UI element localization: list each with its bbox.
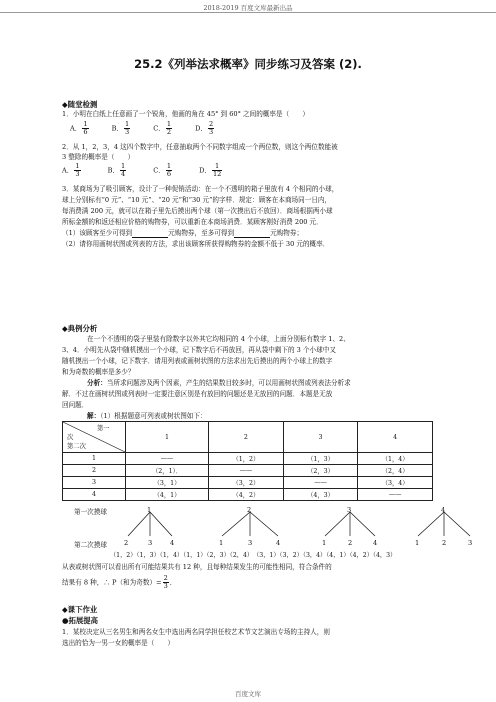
analysis-line1: 分析：当所求问题涉及两个因素，产生的结果数目较多时，可以用画树状图或列表法分析求: [87, 379, 351, 387]
answer-blank-max[interactable]: [234, 229, 270, 238]
table-cell: 2: [63, 465, 126, 477]
tree-node: 4: [441, 506, 446, 514]
table-cell: ——: [358, 489, 433, 501]
table-cell: （4，1）: [126, 489, 209, 501]
q1-options: [70, 121, 215, 136]
table-cell: （2，3）: [283, 465, 358, 477]
q2-option-c: C． $\frac{1}{6}$: [153, 162, 172, 178]
q3-line4: 所标金额的和返还相应价格的购物券，可以重新在本商场消费．某顾客刚好消费 200 元．: [62, 218, 323, 226]
q1-stem: 1．小明在白纸上任意画了一个锐角，他画的角在 45° 到 60° 之间的概率是（ ）: [62, 110, 309, 118]
table-cell: 3: [63, 477, 126, 489]
q3-line3: 每消费满 200 元，就可以在箱子里先后摸出两个球（第一次摸出后不放回）．商场根据两小球: [62, 207, 333, 215]
example-line1: 在一个不透明的袋子里装有除数字以外其它均相同的 4 个小球，上面分别标有数字 1、2、: [87, 335, 350, 343]
tree-node: 1: [219, 539, 224, 547]
table-cell: （3，4）: [358, 477, 433, 489]
tree-node: 2: [348, 539, 353, 547]
tree-first-label: 第一次摸球: [74, 508, 107, 516]
example-line2: 3、4．小明先从袋中随机摸出一个小球，记下数字后不再放回，再从袋中剩下的 3 个小球中又: [62, 346, 336, 354]
table-cell: ——: [283, 477, 358, 489]
tree-node: 4: [373, 539, 378, 547]
example-line4: 和为奇数的概率是多少？: [62, 368, 135, 376]
analysis-line2: 解．不过在画树状图或列表时一定要注意区别是有放回的问题还是无放回的问题．本题是无放: [62, 390, 333, 398]
page-header: 2018-2019 百度文库最新出品: [203, 4, 293, 12]
table-corner-cell: 第一 次 第二次: [63, 422, 126, 453]
table-cell: （2，1）．: [126, 465, 209, 477]
section-extend: ●拓展提高: [62, 616, 99, 625]
table-cell: 1: [63, 453, 126, 465]
tree-node: 3: [347, 506, 352, 514]
hw1-line1: 1．某校决定从三名男生和两名女生中选出两名同学担任校艺术节文艺演出专场的主持人，则: [62, 628, 330, 636]
tree-node: 2: [247, 506, 252, 514]
q2-line2: 3 整除的概率是（ ）: [62, 153, 135, 161]
table-header-3: 3: [283, 422, 358, 453]
tree-pairs: （1，2）（1，3）（1，4）（1，1）（2，3）（2，4） （3，1）（3，2）（3，4）（4，1）（4，2）（4，3）: [110, 552, 397, 559]
table-row: [63, 489, 433, 501]
table-cell: ——: [126, 453, 209, 465]
tree-second-label: 第二次摸球: [74, 541, 107, 549]
table-cell: （1，4）: [358, 453, 433, 465]
table-row: [63, 477, 433, 489]
q2-options: [62, 163, 223, 178]
example-line3: 随机摸出一个小球，记下数字．请用列表或画树状图的方法求出先后摸出的两个小球上的数字: [62, 357, 333, 365]
tree-node: 2: [124, 539, 129, 547]
table-cell: （1，3）: [283, 453, 358, 465]
conclusion-line1: 从表或树状图可以看出所有可能结果共有 12 种，且每种结果发生的可能性相同，符合条件的: [62, 563, 332, 571]
table-cell: （4，3）: [283, 489, 358, 501]
q3-sub2: （2）请你用画树状图或列表的方法，求出该顾客所获得购物券的金额不低于 30 元的概率．: [62, 240, 330, 248]
tree-node: 3: [468, 539, 473, 547]
tree-node: 1: [322, 539, 327, 547]
table-header-1: 1: [126, 422, 209, 453]
tree-branches: [0, 510, 496, 540]
hw1-line2: 选出的恰为一男一女的概率是（ ）: [62, 639, 175, 647]
tree-node: 3: [148, 539, 153, 547]
tree-node: 1: [415, 539, 420, 547]
q1-option-b: B． $\frac{1}{3}$: [111, 120, 130, 136]
tree-node: 3: [248, 539, 253, 547]
page-footer: 百度文库: [235, 690, 261, 698]
table-cell: （3，1）: [126, 477, 209, 489]
header-divider: [0, 12, 496, 13]
q2-option-d: D． $\frac{1}{12}$: [199, 162, 222, 178]
q2-option-b: B． $\frac{1}{4}$: [107, 162, 126, 178]
table-header-2: 2: [209, 422, 284, 453]
table-cell: （1，2）: [209, 453, 284, 465]
q2-line1: 2．从 1，2，3，4 这四个数字中，任意抽取两个不同数字组成一个两位数，则这个两位数能被: [62, 143, 338, 151]
table-row: [63, 453, 433, 465]
q1-option-a: A． $\frac{1}{6}$: [70, 120, 88, 136]
q1-option-c: C． $\frac{1}{2}$: [153, 120, 172, 136]
analysis-line3: 回问题．: [62, 401, 89, 409]
tree-node: 2: [442, 539, 447, 547]
q3-line1: 3．某商场为了吸引顾客，设计了一种促销活动：在一个不透明的箱子里放有 4 个相同的小球，: [62, 185, 339, 193]
answer-blank-min[interactable]: [132, 229, 168, 238]
tree-node: 4: [276, 539, 281, 547]
q3-sub1: （1）该顾客至少可得到 元购物券，至多可得到 元购物券；: [62, 229, 304, 237]
tree-node: 4: [170, 539, 175, 547]
section-example: ◆典例分析: [62, 324, 98, 333]
table-cell: 4: [63, 489, 126, 501]
section-check: ◆随堂检测: [62, 100, 98, 109]
table-cell: （2，4）: [358, 465, 433, 477]
solution-line: 解：（1）根据题意可列表或树状图如下：: [87, 412, 207, 420]
table-cell: ——: [209, 465, 284, 477]
section-homework: ◆课下作业: [62, 605, 98, 614]
conclusion-line2: 结果有 8 种，∴ P（和为奇数）= $\frac{2}{3}$ ．: [62, 574, 177, 590]
table-cell: （4，2）: [209, 489, 284, 501]
table-cell: （3，2）: [209, 477, 284, 489]
q2-option-a: A． $\frac{1}{3}$: [62, 162, 80, 178]
table-header-4: 4: [358, 422, 433, 453]
outcome-table: [62, 421, 433, 501]
q3-line2: 球上分别标有“0 元”、“10 元”、“20 元”和“30 元”的字样．规定：顾客在本商场同一日内，: [62, 196, 332, 204]
page-title: 25.2《列举法求概率》同步练习及答案 (2).: [134, 57, 362, 71]
tree-node: 1: [147, 506, 152, 514]
q1-option-d: D． $\frac{2}{3}$: [195, 120, 214, 136]
table-header-row: [63, 422, 433, 453]
table-row: [63, 465, 433, 477]
